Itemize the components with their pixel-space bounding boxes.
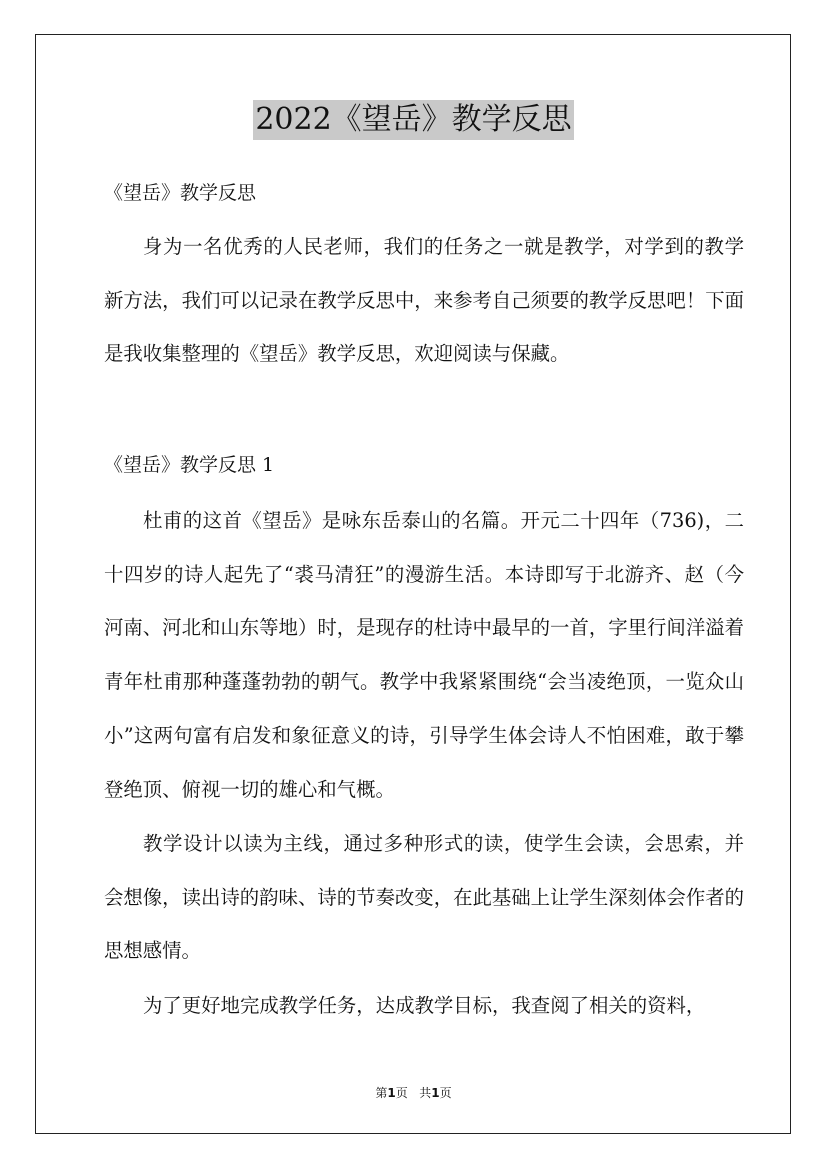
footer-total-suffix: 页	[439, 1086, 452, 1100]
footer-page-number: 1	[387, 1086, 396, 1100]
body-paragraph-1: 杜甫的这首《望岳》是咏东岳泰山的名篇。开元二十四年（736)，二十四岁的诗人起先了“裘马清狂”的漫游生活。本诗即写于北游齐、赵（今河南、河北和山东等地）时，是现存的杜诗中最早的一首，字里行间洋溢着青年杜甫那种蓬蓬勃勃的朝气。教学中我紧紧围绕“会当凌绝顶，一览众山小”这两句富有启发和象征意义的诗，引导学生体会诗人不怕困难，敢于攀登绝顶、俯视一切的雄心和气概。	[104, 509, 744, 801]
body-paragraph-2: 教学设计以读为主线，通过多种形式的读，使学生会读，会思索，并会想像，读出诗的韵味、诗的节奏改变，在此基础上让学生深刻体会作者的思想感情。	[104, 832, 744, 963]
title-container	[0, 100, 827, 140]
document-title: 2022《望岳》教学反思	[253, 100, 573, 140]
document-subtitle: 《望岳》教学反思	[104, 182, 257, 204]
intro-paragraph: 身为一名优秀的人民老师，我们的任务之一就是教学，对学到的教学新方法，我们可以记录在教学反思中，来参考自己须要的教学反思吧！下面是我收集整理的《望岳》教学反思，欢迎阅读与保藏。	[104, 235, 744, 366]
section-heading: 《望岳》教学反思 1	[104, 454, 275, 476]
body-paragraph-3: 为了更好地完成教学任务，达成教学目标，我查阅了相关的资料，	[143, 994, 706, 1017]
footer-total-prefix: 共	[419, 1086, 432, 1100]
footer-page-suffix: 页	[395, 1086, 408, 1100]
footer-total-number: 1	[431, 1086, 440, 1100]
page-footer	[0, 1085, 827, 1101]
footer-page-prefix: 第	[375, 1086, 388, 1100]
